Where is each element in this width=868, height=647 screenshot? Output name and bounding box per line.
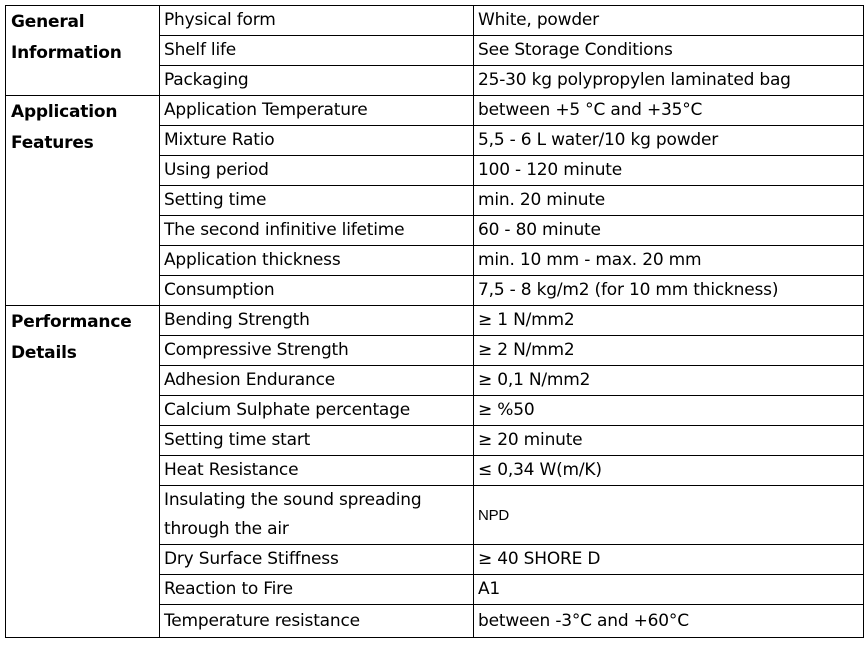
property-cell: Dry Surface Stiffness <box>160 545 474 575</box>
property-cell: Application Temperature <box>160 96 474 126</box>
table-row <box>6 306 864 336</box>
property-cell: Mixture Ratio <box>160 126 474 156</box>
value-cell: White, powder <box>474 6 864 36</box>
value-cell: ≥ 1 N/mm2 <box>474 306 864 336</box>
value-cell: ≥ %50 <box>474 396 864 426</box>
property-cell: Calcium Sulphate percentage <box>160 396 474 426</box>
property-cell: Setting time start <box>160 426 474 456</box>
value-cell: NPD <box>474 486 864 545</box>
section-title-application-features: Application Features <box>6 96 160 306</box>
property-cell: Shelf life <box>160 36 474 66</box>
value-cell: 25-30 kg polypropylen laminated bag <box>474 66 864 96</box>
property-cell: Temperature resistance <box>160 605 474 638</box>
value-cell: See Storage Conditions <box>474 36 864 66</box>
section-title-performance-details: Performance Details <box>6 306 160 638</box>
property-cell: Setting time <box>160 186 474 216</box>
property-cell: The second infinitive lifetime <box>160 216 474 246</box>
property-cell: Bending Strength <box>160 306 474 336</box>
value-cell: ≥ 40 SHORE D <box>474 545 864 575</box>
value-cell: min. 10 mm - max. 20 mm <box>474 246 864 276</box>
value-cell: ≤ 0,34 W(m/K) <box>474 456 864 486</box>
value-cell: 60 - 80 minute <box>474 216 864 246</box>
table-row <box>6 96 864 126</box>
value-cell: ≥ 2 N/mm2 <box>474 336 864 366</box>
value-cell: 100 - 120 minute <box>474 156 864 186</box>
property-cell: Compressive Strength <box>160 336 474 366</box>
property-cell: Packaging <box>160 66 474 96</box>
value-cell: A1 <box>474 575 864 605</box>
property-cell: Application thickness <box>160 246 474 276</box>
value-cell: ≥ 0,1 N/mm2 <box>474 366 864 396</box>
property-cell: Physical form <box>160 6 474 36</box>
specification-table <box>5 5 864 638</box>
value-cell: 7,5 - 8 kg/m2 (for 10 mm thickness) <box>474 276 864 306</box>
section-title-general-information: General Information <box>6 6 160 96</box>
property-cell: Adhesion Endurance <box>160 366 474 396</box>
property-cell: Reaction to Fire <box>160 575 474 605</box>
property-cell: Heat Resistance <box>160 456 474 486</box>
value-cell: between +5 °C and +35°C <box>474 96 864 126</box>
property-cell: Consumption <box>160 276 474 306</box>
value-cell: 5,5 - 6 L water/10 kg powder <box>474 126 864 156</box>
value-cell: between -3°C and +60°C <box>474 605 864 638</box>
property-cell: Using period <box>160 156 474 186</box>
value-cell: ≥ 20 minute <box>474 426 864 456</box>
table-row <box>6 6 864 36</box>
property-cell: Insulating the sound spreading through the air <box>160 486 474 545</box>
value-cell: min. 20 minute <box>474 186 864 216</box>
